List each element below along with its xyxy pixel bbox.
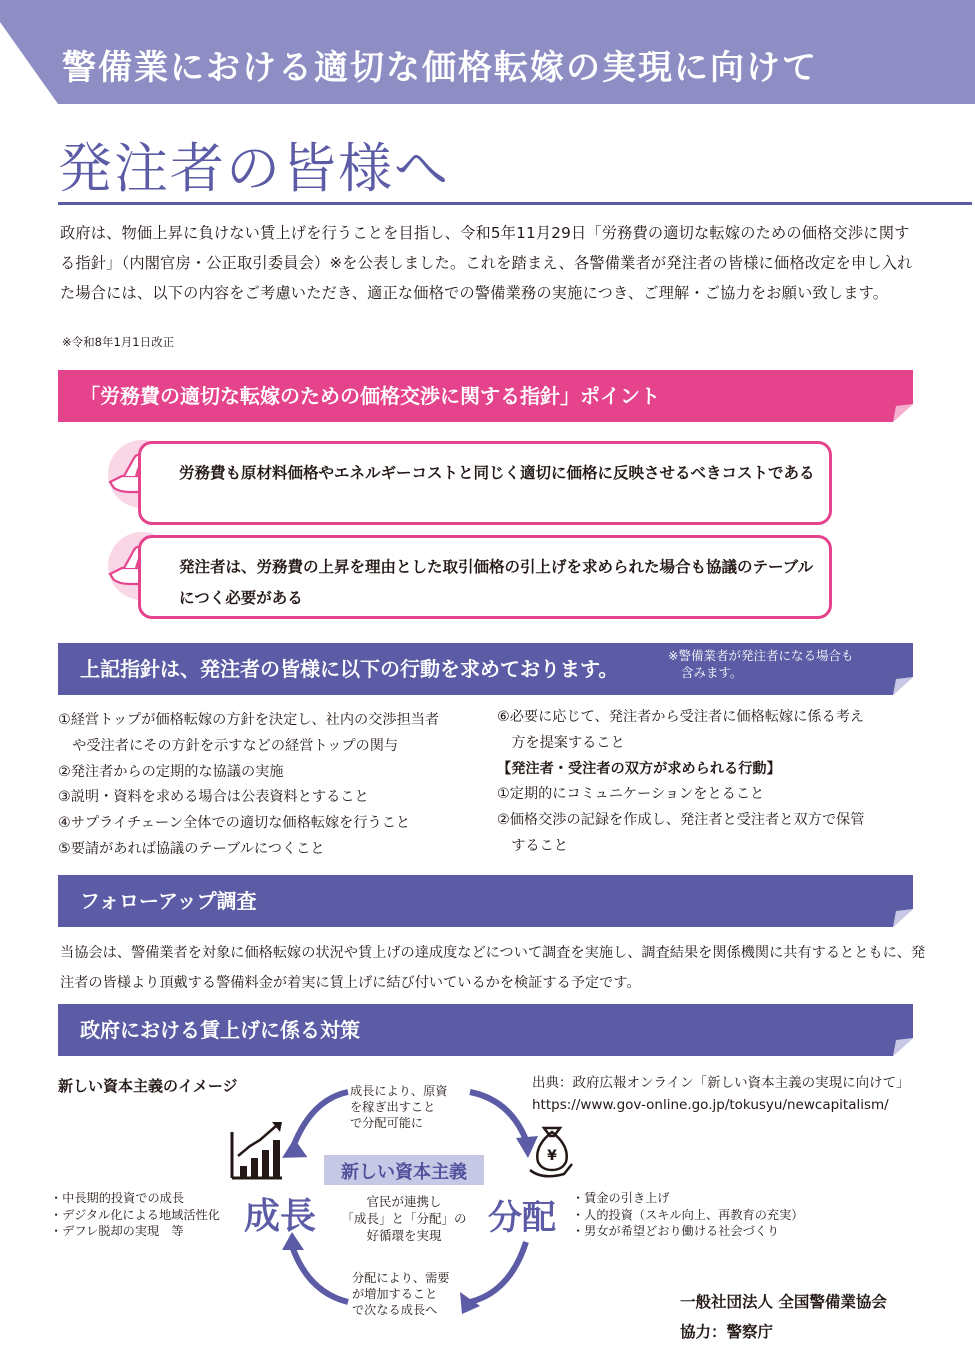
growth-to-distribution-text (350, 1083, 470, 1131)
guideline-point-1-text: 労務費も原材料価格やエネルギーコストと同じく適切に価格に反映させるべきコストである (179, 464, 815, 482)
source-citation (532, 1072, 910, 1116)
bottom-text-line: が増加すること (352, 1287, 438, 1301)
diagram-caption: 新しい資本主義のイメージ (58, 1077, 238, 1095)
cooperation-credit: 協力：警察庁 (680, 1323, 774, 1341)
organization-name: 一般社団法人 全国警備業協会 (680, 1293, 887, 1311)
policy-banner (58, 1002, 918, 1058)
list-item: や受注者にその方針を示すなどの経営トップの関与 (58, 737, 399, 754)
distribution-bullet: ・賃金の引き上げ (572, 1191, 670, 1205)
list-item: ⑥必要に応じて、発注者から受注者に価格転嫁に係る考え (497, 709, 865, 725)
growth-bullets (50, 1190, 220, 1240)
list-item: ②価格交渉の記録を作成し、発注者と受注者と双方で保管 (497, 812, 865, 829)
top-text-line: 成長により、原資 (350, 1084, 448, 1098)
top-text-line: で分配可能に (350, 1116, 424, 1130)
growth-chart-icon (232, 1122, 282, 1178)
svg-text:¥: ¥ (547, 1148, 557, 1164)
followup-banner (58, 873, 918, 929)
list-item: ③説明・資料を求める場合は公表資料とすること (58, 789, 369, 806)
actions-note-line-1: ※警備業者が発注者になる場合も (668, 648, 854, 663)
guideline-point-1 (138, 441, 832, 525)
followup-title: フォローアップ調査 (80, 889, 257, 913)
money-bag-icon (530, 1128, 572, 1176)
actions-banner (58, 641, 918, 697)
title-divider (58, 202, 972, 205)
intro-note: ※令和8年1月1日改正 (62, 335, 175, 349)
guideline-point-2-text: 発注者は、労務費の上昇を理由とした取引価格の引上げを求められた場合も協議のテーブルにつく必要がある (179, 558, 814, 607)
actions-note (668, 647, 853, 681)
distribution-to-growth-text (352, 1270, 462, 1318)
mutual-actions-heading: 【発注者・受注者の双方が求められる行動】 (497, 760, 781, 777)
distribution-bullet: ・男女が希望どおり働ける社会づくり (572, 1224, 780, 1238)
top-text-line: を稼ぎ出すこと (350, 1100, 436, 1114)
list-item: ④サプライチェーン全体での適切な価格転嫁を行うこと (58, 815, 411, 832)
policy-title: 政府における賃上げに係る対策 (80, 1018, 360, 1042)
list-item: 方を提案すること (497, 734, 625, 751)
source-url: https://www.gov-online.go.jp/tokusyu/newcapitalism/ (532, 1097, 889, 1113)
list-item: ①定期的にコミュニケーションをとること (497, 786, 765, 803)
list-item: ⑤要請があれば協議のテーブルにつくこと (58, 840, 325, 857)
actions-right-list (497, 705, 864, 860)
distribution-bullet: ・人的投資（スキル向上、再教育の充実） (572, 1207, 804, 1222)
source-line-1: 出典：政府広報オンライン「新しい資本主義の実現に向けて」 (532, 1075, 910, 1091)
actions-left-list (58, 708, 439, 863)
guideline-title: 「労務費の適切な転嫁のための価格交渉に関する指針」ポイント (80, 384, 660, 408)
bottom-text-line: 分配により、需要 (352, 1271, 450, 1285)
growth-label: 成長 (244, 1196, 317, 1237)
center-text-line: 「成長」と「分配」の (341, 1211, 467, 1226)
followup-paragraph: 当協会は、警備業者を対象に価格転嫁の状況や賃上げの達成度などについて調査を実施し、調査結果を関係機関に共有するとともに、発注者の皆様より頂戴する警備料金が着実に賃上げに結び付いているかを検証する予定です。 (60, 945, 926, 991)
concept-box (324, 1155, 484, 1185)
growth-bullet: ・デフレ脱却の実現 等 (50, 1224, 184, 1238)
header-band (0, 0, 975, 104)
guideline-point-2 (138, 535, 832, 619)
list-item: すること (497, 837, 568, 854)
growth-bullet: ・デジタル化による地域活性化 (50, 1207, 220, 1222)
distribution-label: 分配 (488, 1198, 556, 1238)
center-text-line: 官民が連携し (366, 1194, 442, 1209)
header-title: 警備業における適切な価格転嫁の実現に向けて (62, 48, 818, 88)
actions-note-line-2: 含みます。 (681, 665, 743, 680)
intro-paragraph: 政府は、物価上昇に負けない賃上げを行うことを目指し、令和5年11月29日「労務費の適切な転嫁のための価格交渉に関する指針」（内閣官房・公正取引委員会）※を公表しました。これを踏まえ、各警備業者が発注者の皆様に価格改定を申し入れた場合には、以下の内容をご考慮いただき、適正な価格での警備業務の実施につき、ご理解・ご協力をお願い致します。 (60, 224, 913, 302)
guideline-banner (58, 368, 918, 424)
page-title: 発注者の皆様へ (58, 137, 450, 200)
distribution-bullets (572, 1190, 803, 1240)
bottom-text-line: で次なる成長へ (352, 1303, 438, 1317)
actions-title: 上記指針は、発注者の皆様に以下の行動を求めております。 (80, 657, 619, 681)
growth-bullet: ・中長期的投資での成長 (50, 1191, 185, 1205)
concept-label: 新しい資本主義 (341, 1162, 467, 1183)
list-item: ①経営トップが価格転嫁の方針を決定し、社内の交渉担当者 (58, 712, 440, 728)
center-text (334, 1193, 474, 1244)
list-item: ②発注者からの定期的な協議の実施 (58, 763, 284, 780)
center-text-line: 好循環を実現 (366, 1228, 442, 1243)
